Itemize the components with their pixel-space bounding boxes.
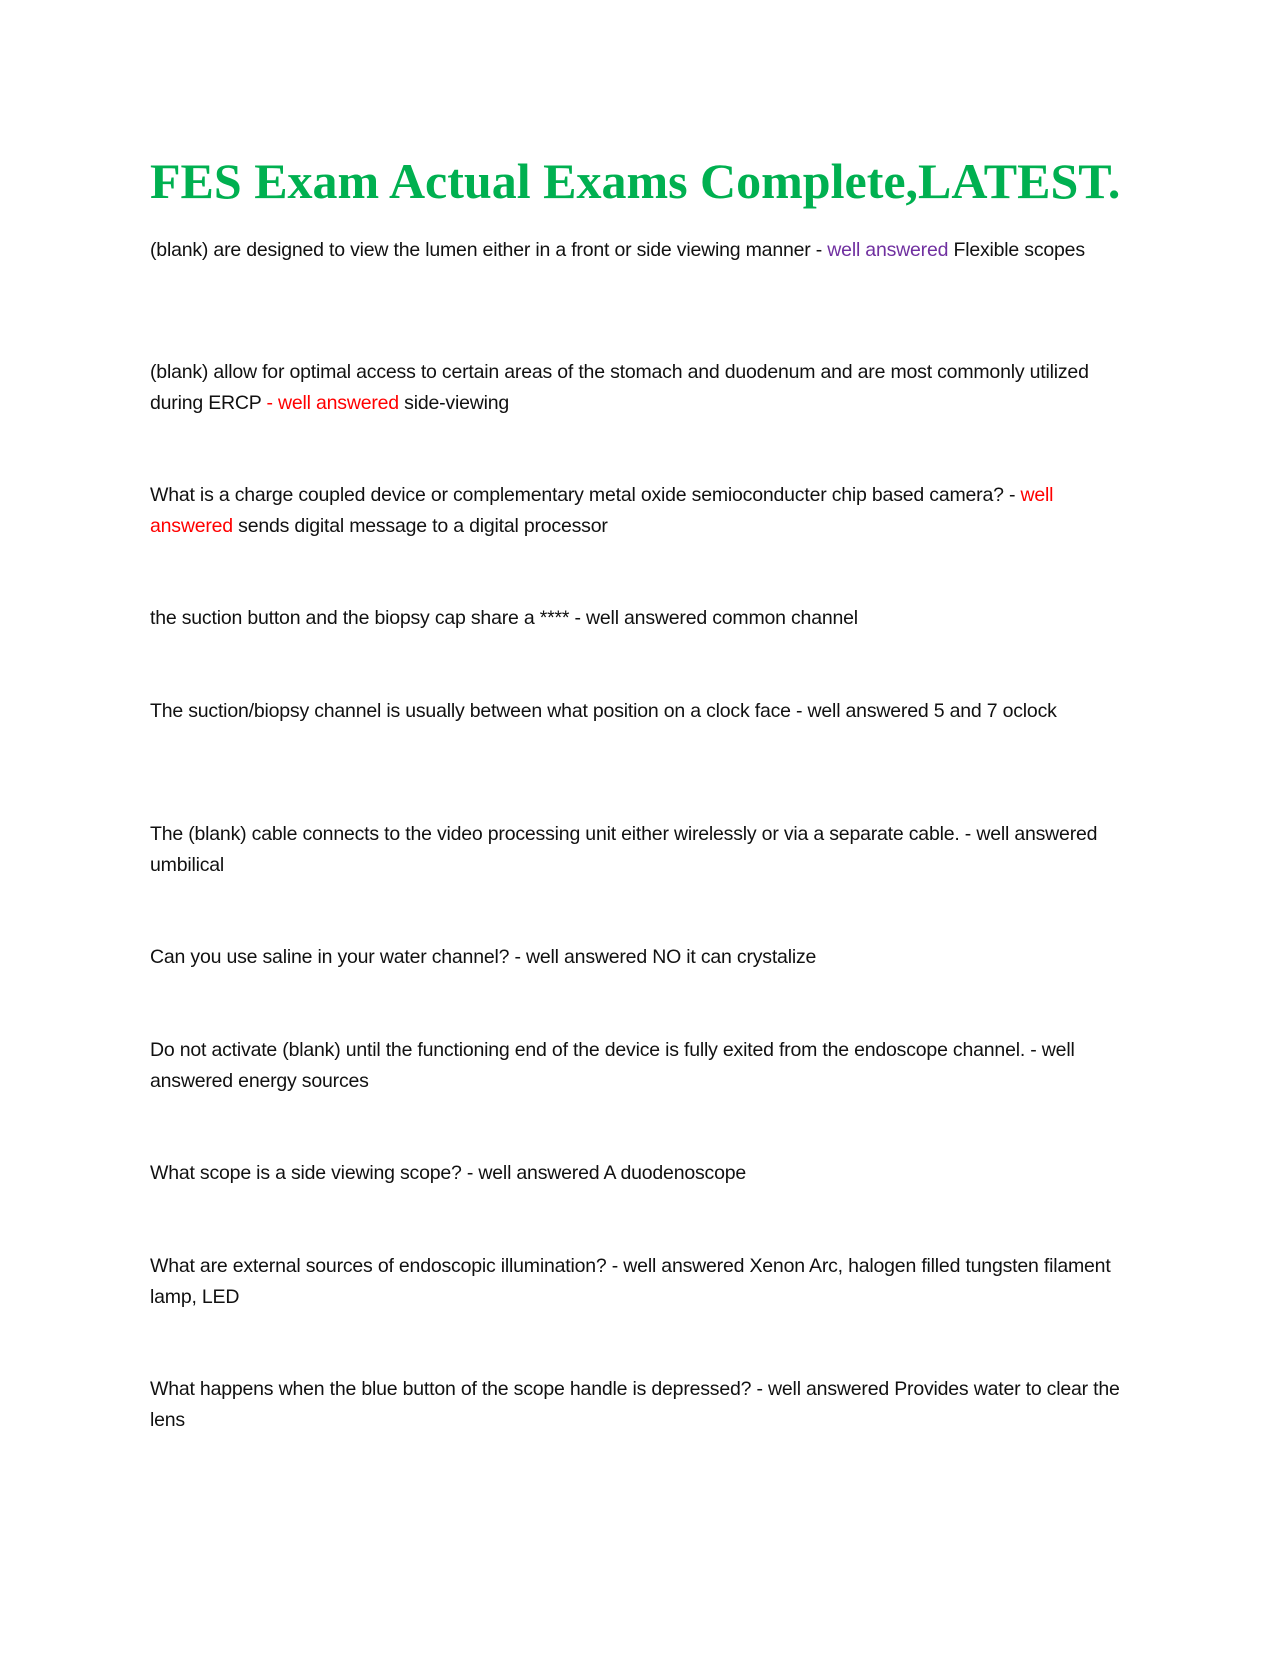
answer-text: sends digital message to a digital processor xyxy=(232,515,608,537)
answer-text: common channel xyxy=(707,607,858,629)
question-text: (blank) are designed to view the lumen either in a front or side viewing manner - xyxy=(150,239,828,261)
answer-marker: well answered xyxy=(976,823,1098,845)
answer-marker: - well answered xyxy=(266,392,399,414)
answer-marker: well answered xyxy=(478,1162,600,1184)
qa-item xyxy=(150,603,1135,634)
qa-item xyxy=(150,1374,1135,1436)
qa-item xyxy=(150,235,1135,266)
answer-marker: well answered xyxy=(768,1378,889,1400)
question-text: (blank) allow for optimal access to certain areas of the stomach and duodenum and are most commonly utilized during ERCP xyxy=(150,361,1089,414)
question-text: The suction/biopsy channel is usually between what position on a clock face - xyxy=(150,700,808,722)
answer-text: Provides water to clear the lens xyxy=(150,1378,1120,1431)
answer-text: Flexible scopes xyxy=(948,239,1085,261)
document-title: FES Exam Actual Exams Complete,LATEST. xyxy=(150,153,1121,209)
answer-marker: well answered xyxy=(150,1039,1075,1092)
answer-text: side-viewing xyxy=(398,392,510,414)
qa-item xyxy=(150,1035,1135,1097)
qa-item xyxy=(150,819,1135,881)
question-text: The (blank) cable connects to the video processing unit either wirelessly or via a separate cable. - xyxy=(150,823,977,845)
question-text: Can you use saline in your water channel? - xyxy=(150,946,527,968)
answer-marker: well answered xyxy=(526,946,647,968)
qa-item xyxy=(150,696,1135,727)
qa-item xyxy=(150,480,1135,542)
question-text: What scope is a side viewing scope? - xyxy=(150,1162,479,1184)
question-text: the suction button and the biopsy cap share a **** - xyxy=(150,607,587,629)
answer-text: 5 and 7 oclock xyxy=(928,700,1057,722)
answer-text: Xenon Arc, halogen filled tungsten filament lamp, LED xyxy=(150,1255,1111,1308)
question-text: What happens when the blue button of the scope handle is depressed? - xyxy=(150,1378,769,1400)
answer-marker: well answered xyxy=(807,700,929,722)
answer-marker: well answered xyxy=(150,484,1054,537)
question-text: Do not activate (blank) until the functioning end of the device is fully exited from the endoscope channel. - xyxy=(150,1039,1042,1061)
answer-text: umbilical xyxy=(150,854,225,876)
qa-item xyxy=(150,1251,1135,1313)
answer-text: NO it can crystalize xyxy=(646,946,817,968)
answer-marker: well answered xyxy=(623,1255,745,1277)
question-text: What are external sources of endoscopic illumination? - xyxy=(150,1255,624,1277)
question-text: What is a charge coupled device or complementary metal oxide semioconducter chip based camera? - xyxy=(150,484,1021,506)
answer-text: A duodenoscope xyxy=(599,1162,747,1184)
qa-item xyxy=(150,942,1135,973)
qa-item xyxy=(150,357,1135,419)
answer-marker: well answered xyxy=(827,239,949,261)
qa-item xyxy=(150,1158,1135,1189)
answer-marker: well answered xyxy=(586,607,707,629)
answer-text: energy sources xyxy=(232,1070,369,1092)
